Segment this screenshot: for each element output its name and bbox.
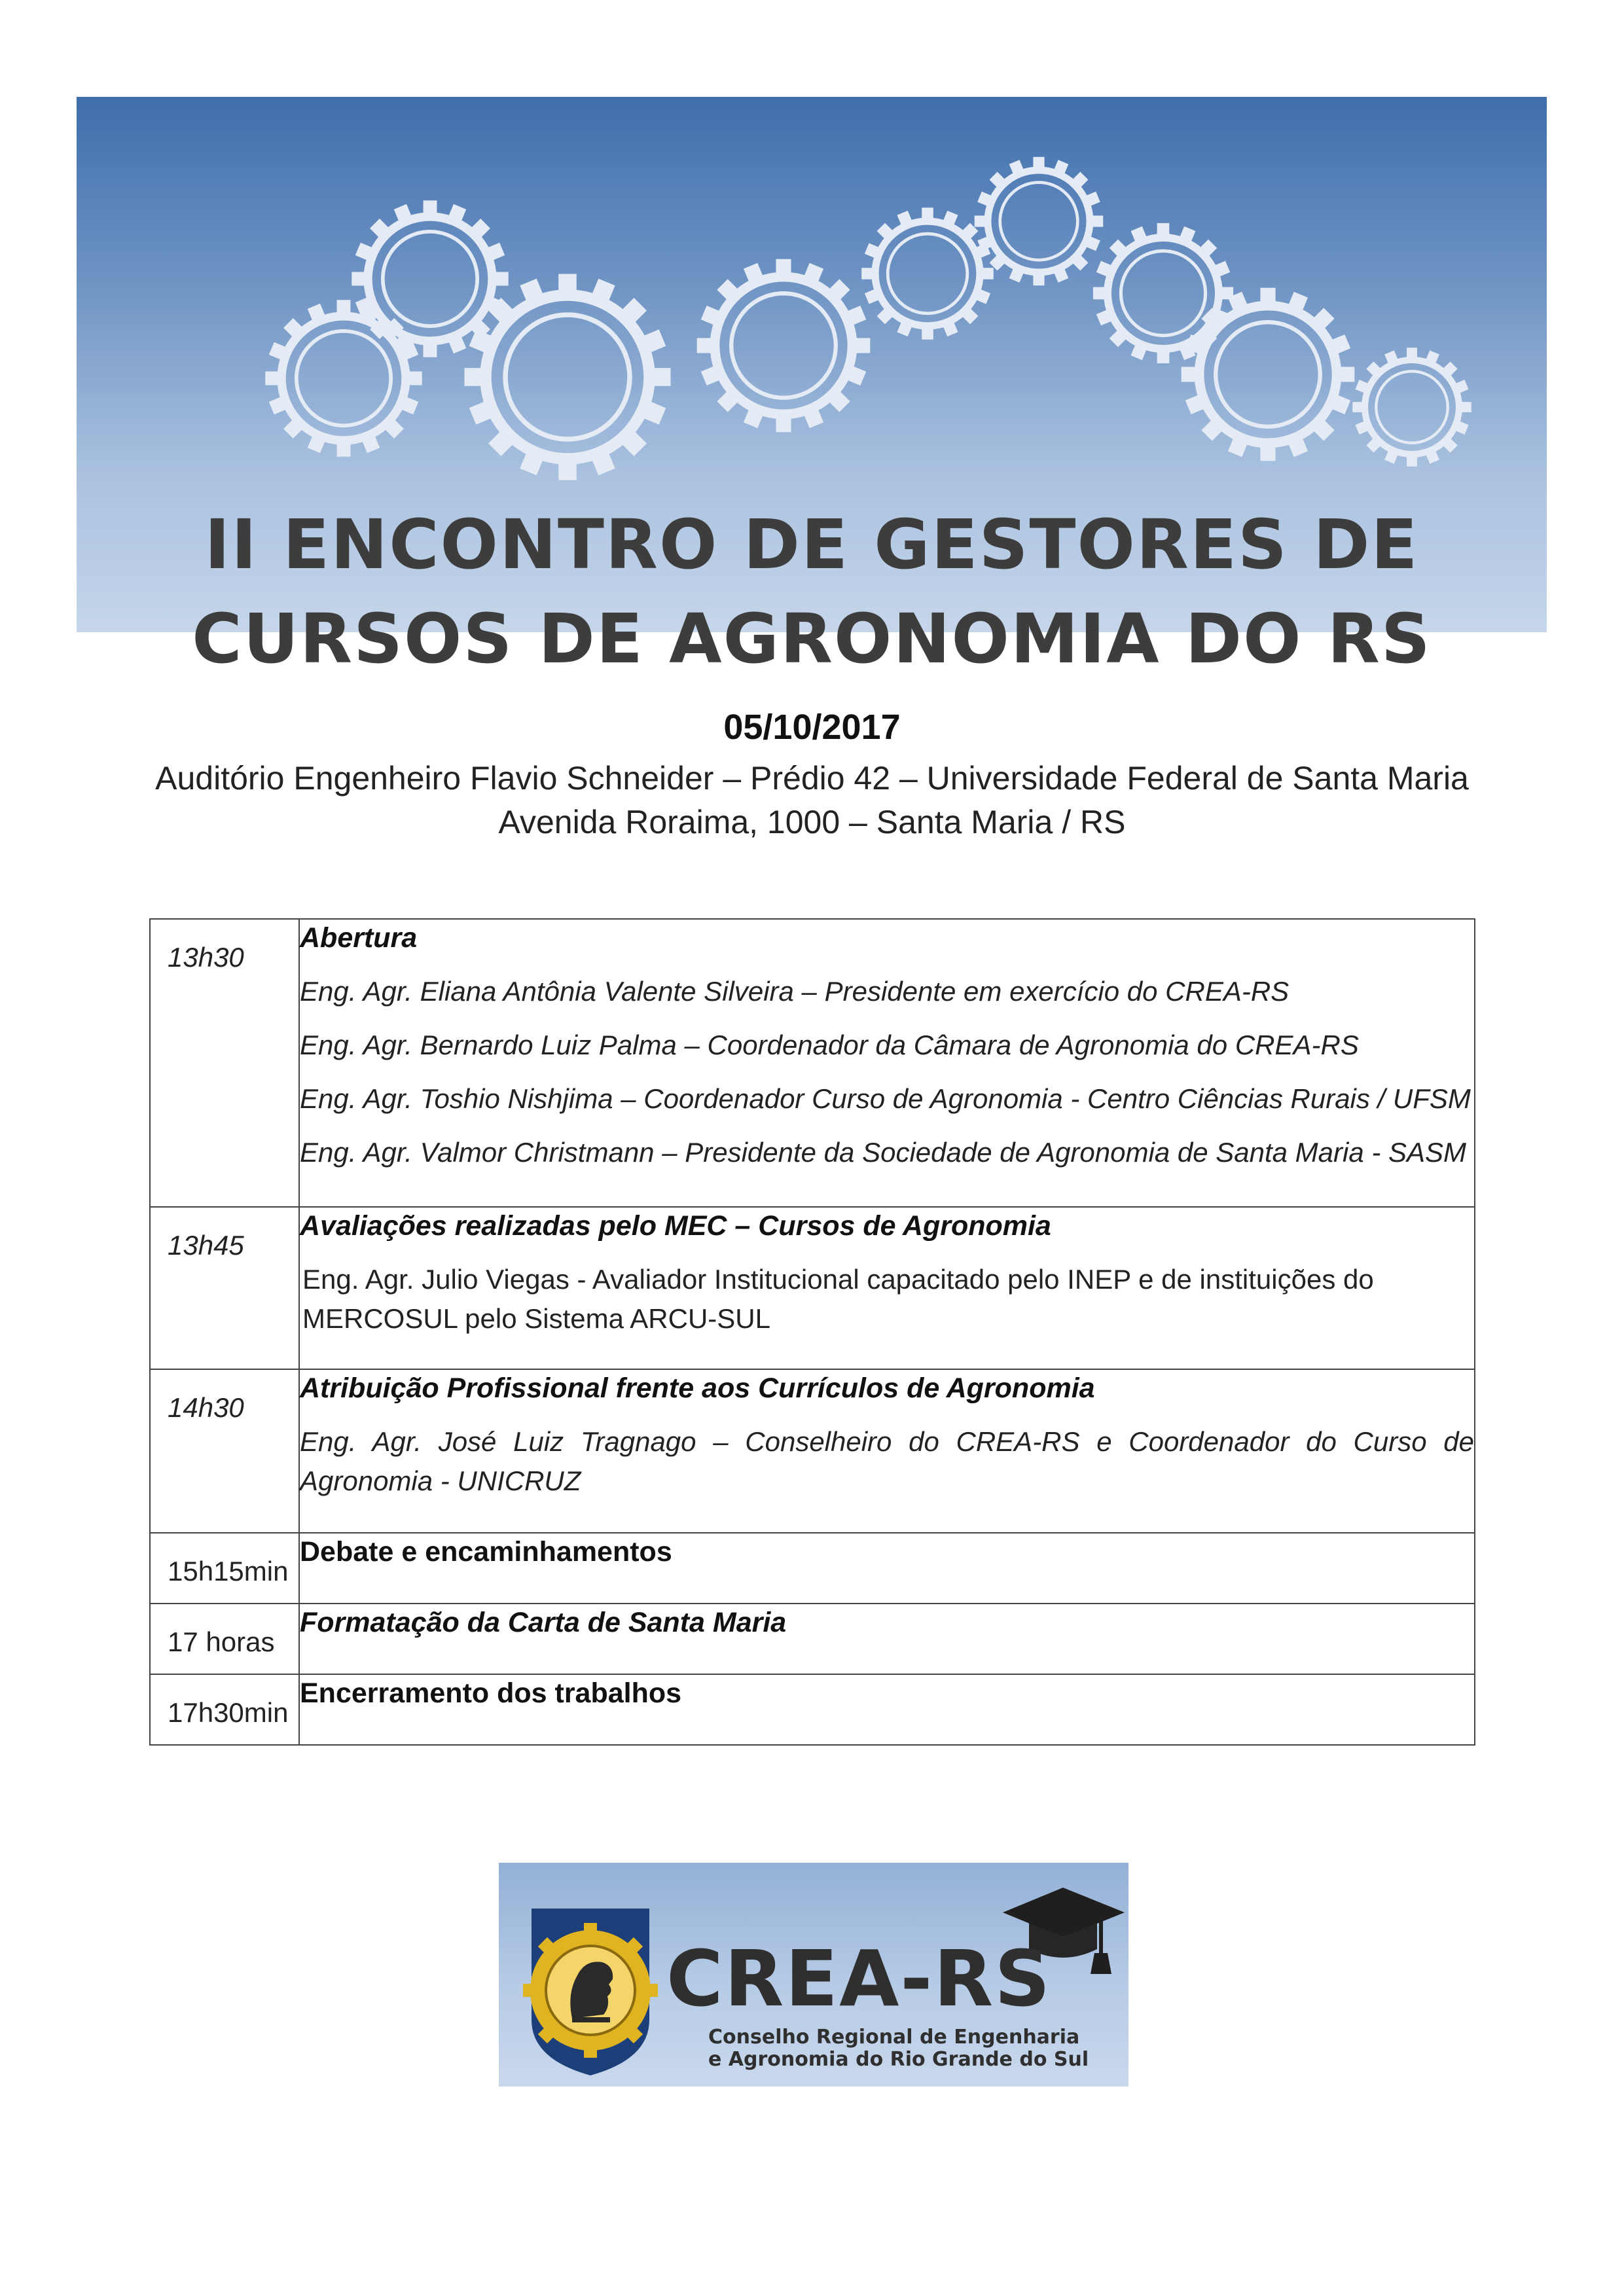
schedule-title: Formatação da Carta de Santa Maria xyxy=(300,1607,787,1638)
gear-icon xyxy=(697,259,871,433)
gear-icon xyxy=(265,300,422,456)
schedule-time: 17h30min xyxy=(168,1697,289,1728)
event-banner xyxy=(77,97,1547,679)
gear-icon xyxy=(1352,348,1471,466)
schedule-title: Encerramento dos trabalhos xyxy=(300,1677,682,1709)
speaker-line: Eng. Agr. Eliana Antônia Valente Silveira – Presidente em exercício do CREA-RS xyxy=(300,976,1290,1007)
schedule-title: Avaliações realizadas pelo MEC – Cursos de Agronomia xyxy=(300,1210,1051,1242)
event-date: 05/10/2017 xyxy=(723,708,901,747)
schedule-row-carta xyxy=(150,1604,1475,1674)
speaker-line: Eng. Agr. José Luiz Tragnago – Conselheiro do CREA-RS e Coordenador do Curso de Agronomia - UNICRUZ xyxy=(300,1426,1474,1496)
schedule-table xyxy=(149,918,1475,1746)
schedule-row-mec xyxy=(150,1207,1475,1369)
logo-name: CREA-RS xyxy=(666,1933,1052,2024)
speaker-line: Eng. Agr. Julio Viegas - Avaliador Institucional capacitado pelo INEP e de instituições do MERCOSUL pelo Sistema ARCU-SUL xyxy=(302,1264,1374,1334)
event-address: Avenida Roraima, 1000 – Santa Maria / RS xyxy=(498,804,1126,840)
gear-icon xyxy=(1182,288,1355,461)
schedule-row-atribuicao xyxy=(150,1369,1475,1533)
crea-rs-logo xyxy=(499,1863,1128,2087)
schedule-title: Atribuição Profissional frente aos Currículos de Agronomia xyxy=(300,1372,1095,1404)
speaker-line: Eng. Agr. Toshio Nishjima – Coordenador Curso de Agronomia - Centro Ciências Rurais / UFSM xyxy=(300,1083,1471,1114)
schedule-time: 17 horas xyxy=(168,1626,275,1657)
schedule-time: 15h15min xyxy=(168,1556,289,1587)
schedule-row-abertura xyxy=(150,919,1475,1207)
schedule-time: 14h30 xyxy=(168,1392,244,1423)
logo-subtitle-line2: e Agronomia do Rio Grande do Sul xyxy=(708,2048,1089,2071)
gear-icon xyxy=(861,207,994,340)
gear-icon xyxy=(975,157,1104,286)
event-venue: Auditório Engenheiro Flavio Schneider – Prédio 42 – Universidade Federal de Santa Maria xyxy=(155,760,1469,797)
logo-subtitle-line1: Conselho Regional de Engenharia xyxy=(708,2026,1080,2049)
schedule-title: Abertura xyxy=(300,922,418,954)
banner-title-line1: II ENCONTRO DE GESTORES DE xyxy=(204,505,1419,584)
schedule-title: Debate e encaminhamentos xyxy=(300,1536,672,1568)
schedule-row-encerramento xyxy=(150,1674,1475,1745)
schedule-time: 13h45 xyxy=(168,1230,244,1261)
speaker-line: Eng. Agr. Valmor Christmann – Presidente da Sociedade de Agronomia de Santa Maria - SASM xyxy=(300,1137,1467,1168)
schedule-row-debate xyxy=(150,1533,1475,1604)
schedule-time: 13h30 xyxy=(168,942,244,973)
banner-title-line2: CURSOS DE AGRONOMIA DO RS xyxy=(192,599,1432,679)
speaker-line: Eng. Agr. Bernardo Luiz Palma – Coordenador da Câmara de Agronomia do CREA-RS xyxy=(300,1030,1359,1060)
gear-icon xyxy=(465,274,671,480)
